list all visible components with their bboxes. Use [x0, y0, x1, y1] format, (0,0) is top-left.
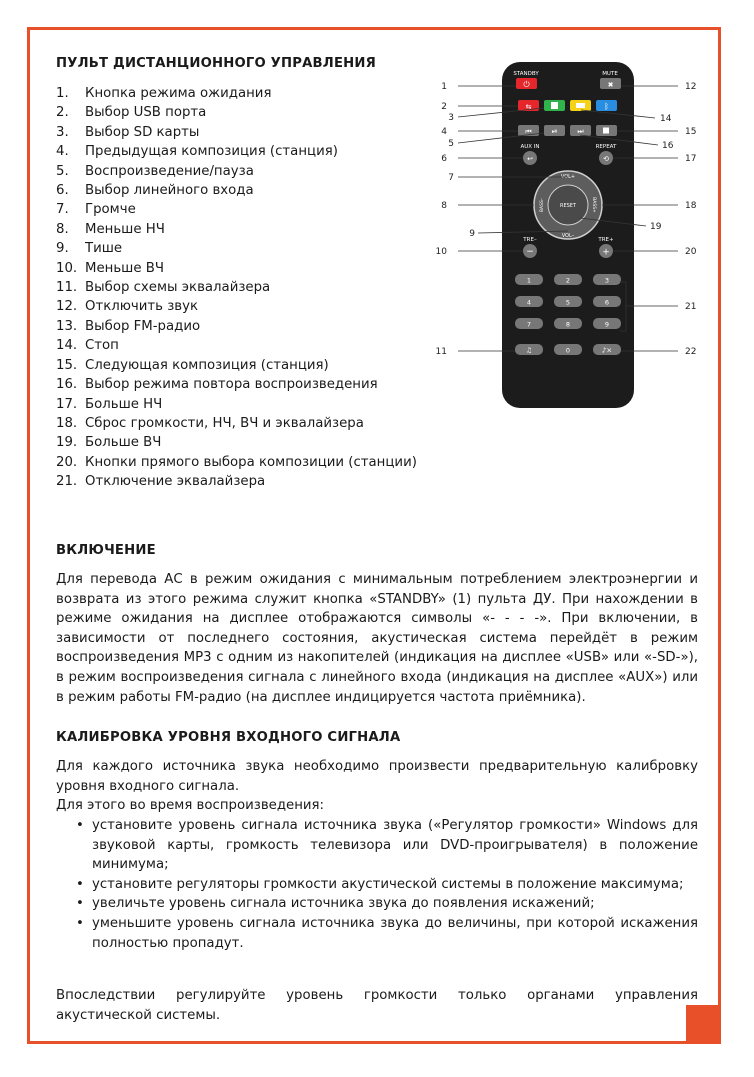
digit-label: 3 [604, 276, 610, 285]
legend-item-text: Выбор линейного входа [85, 183, 254, 199]
callout-16: 16 [662, 141, 674, 151]
legend-item-number: 20. [56, 454, 78, 470]
callout-7: 7 [448, 173, 454, 183]
aux-icon: ↩ [527, 155, 533, 163]
legend-item-text: Выбор схемы эквалайзера [85, 280, 271, 296]
callout-19: 19 [650, 222, 662, 232]
power-paragraph: Для перевода АС в режим ожидания с минимальным потреблением электроэнергии и возврата из этого режима служит кнопка «STANDBY» (1) пульта ДУ. При нахождении в режиме ожидания на дисплее отображаются символы «- - - -». При включении, в зависимости от последнего состояния, акустическая система перейдёт в режим воспроизведения MP3 с одним из накопителей (индикация на дисплее «USB» или «-SD-»), в режим воспроизведения сигнала с линейного входа (индикация на дисплее «AUX») или в режим работы FM-радио (на дисплее индицируется частота приёмника). [56, 572, 698, 705]
bluetooth-icon: ᛒ [604, 102, 609, 111]
legend-item [56, 317, 426, 336]
legend-item-number: 12. [56, 299, 78, 315]
calibration-steps [74, 816, 698, 953]
section-title-power: ВКЛЮЧЕНИЕ [56, 543, 156, 558]
callout-15: 15 [685, 127, 697, 137]
legend-item-number: 7. [56, 202, 69, 218]
standby-label: STANDBY [513, 71, 539, 77]
legend-item-text: Выбор SD карты [85, 124, 200, 140]
legend-item [56, 181, 426, 200]
legend-item-text: Отключить звук [85, 299, 199, 315]
legend-item [56, 375, 426, 394]
legend-item-number: 10. [56, 260, 78, 276]
digit-label: 7 [526, 320, 532, 329]
legend-item [56, 84, 426, 103]
legend-item-number: 19. [56, 435, 78, 451]
callout-14: 14 [660, 114, 672, 124]
bass-minus-label: BASS– [540, 197, 545, 213]
repeat-label: REPEAT [595, 144, 617, 150]
legend-item [56, 278, 426, 297]
callout-18: 18 [685, 201, 697, 211]
legend-item-text: Отключение эквалайзера [85, 474, 266, 490]
eq-off-icon: ♪× [601, 346, 613, 355]
legend-item-number: 4. [56, 144, 69, 160]
vol-minus-label: VOL– [561, 233, 575, 239]
legend-item [56, 239, 426, 258]
callout-8: 8 [441, 201, 447, 211]
minus-icon: − [526, 247, 534, 257]
legend-item-number: 16. [56, 377, 78, 393]
calibration-step: • установите регуляторы громкости акустической системы в положение максимума; [74, 875, 698, 895]
digit-label: 6 [604, 298, 610, 307]
legend-item-number: 5. [56, 163, 69, 179]
legend-item [56, 103, 426, 122]
callout-6: 6 [441, 154, 447, 164]
aux-in-label: AUX IN [520, 144, 540, 150]
callout-2: 2 [441, 102, 447, 112]
play-pause-icon: ⏯ [551, 127, 558, 136]
legend-item-text: Выбор USB порта [85, 105, 207, 121]
legend-item-number: 13. [56, 318, 78, 334]
next-icon: ⏭ [577, 127, 584, 136]
callout-11: 11 [435, 347, 447, 357]
callout-17: 17 [685, 154, 697, 164]
calibration-lead: Для этого во время воспроизведения: [56, 798, 325, 813]
legend-item [56, 336, 426, 355]
legend-item-text: Стоп [85, 338, 119, 354]
eq-icon: ♫ [525, 346, 533, 355]
legend-item [56, 162, 426, 181]
callout-4: 4 [441, 127, 447, 137]
legend-item-number: 9. [56, 241, 69, 257]
legend-item [56, 356, 426, 375]
digit-label: 5 [565, 298, 571, 307]
legend-item-text: Выбор режима повтора воспроизведения [85, 377, 378, 393]
calibration-step: • уменьшите уровень сигнала источника звука до величины, при которой искажения полностью пропадут. [74, 914, 698, 953]
calibration-outro: Впоследствии регулируйте уровень громкости только органами управления акустической системы. [56, 988, 698, 1023]
digit-label: 0 [565, 346, 571, 355]
legend-item-text: Следующая композиция (станция) [85, 357, 329, 373]
legend-item-text: Сброс громкости, НЧ, ВЧ и эквалайзера [85, 415, 364, 431]
legend-item [56, 472, 426, 491]
legend-item-text: Громче [85, 202, 136, 218]
stop-icon [603, 128, 609, 134]
mute-label: MUTE [602, 71, 618, 77]
legend-item-text: Меньше ВЧ [85, 260, 164, 276]
legend-item-number: 21. [56, 474, 78, 490]
legend-item-number: 15. [56, 357, 78, 373]
digit-label: 9 [604, 320, 610, 329]
legend-item-text: Больше ВЧ [85, 435, 162, 451]
legend-item [56, 297, 426, 316]
callout-12: 12 [685, 82, 697, 92]
callout-22: 22 [685, 347, 697, 357]
legend-item [56, 142, 426, 161]
callout-10: 10 [435, 247, 447, 257]
legend-item-number: 11. [56, 280, 78, 296]
remote-legend-list [56, 84, 426, 492]
legend-item [56, 200, 426, 219]
legend-item-text: Выбор FM-радио [85, 318, 201, 334]
digit-label: 4 [526, 298, 532, 307]
plus-icon: + [602, 247, 610, 258]
fm-icon [576, 103, 585, 108]
callout-21: 21 [685, 302, 697, 312]
legend-item-number: 1. [56, 86, 69, 101]
legend-item-number: 18. [56, 415, 78, 431]
legend-item [56, 433, 426, 452]
legend-item-number: 14. [56, 338, 78, 354]
remote-diagram [420, 60, 720, 410]
legend-item-text: Предыдущая композиция (станция) [85, 144, 338, 160]
digit-label: 8 [565, 320, 571, 329]
calibration-intro: Для каждого источника звука необходимо произвести предварительную калибровку уровня входного сигнала. [56, 759, 698, 794]
usb-icon: ⇆ [525, 103, 532, 111]
calibration-step: • увеличьте уровень сигнала источника звука до появления искажений; [74, 894, 698, 914]
callout-5: 5 [448, 139, 454, 149]
legend-item-number: 3. [56, 124, 69, 140]
legend-item-text: Кнопка режима ожидания [85, 86, 272, 101]
tre-minus-label: TRE– [523, 237, 537, 243]
section-title-remote: ПУЛЬТ ДИСТАНЦИОННОГО УПРАВЛЕНИЯ [56, 56, 376, 71]
prev-icon: ⏮ [525, 127, 532, 136]
sd-icon [551, 102, 558, 109]
legend-item-number: 8. [56, 221, 69, 237]
reset-label: RESET [559, 203, 577, 209]
tre-plus-label: TRE+ [598, 237, 614, 243]
section-title-calibration: КАЛИБРОВКА УРОВНЯ ВХОДНОГО СИГНАЛА [56, 730, 401, 745]
legend-item [56, 123, 426, 142]
mute-icon: ✖ [607, 81, 614, 89]
legend-item [56, 395, 426, 414]
legend-item [56, 414, 426, 433]
bass-plus-label: BASS+ [591, 197, 596, 213]
legend-item [56, 220, 426, 239]
callout-9: 9 [469, 229, 475, 239]
legend-item-text: Воспроизведение/пауза [85, 163, 254, 179]
legend-item [56, 453, 426, 472]
callout-3: 3 [448, 113, 454, 123]
legend-item-text: Больше НЧ [85, 396, 163, 412]
vol-plus-label: VOL+ [560, 174, 576, 180]
callout-1: 1 [441, 82, 447, 92]
legend-item-text: Тише [85, 241, 123, 257]
callout-20: 20 [685, 247, 697, 257]
calibration-step: • установите уровень сигнала источника звука («Регулятор громкости» Windows для звуковой карты, громкость телевизора или DVD-проигрывателя) в положение минимума; [74, 816, 698, 875]
legend-item-number: 6. [56, 183, 69, 199]
power-icon: ⏻ [523, 80, 530, 89]
legend-item-number: 2. [56, 105, 69, 121]
digit-label: 1 [526, 276, 532, 285]
legend-item-number: 17. [56, 396, 78, 412]
legend-item-text: Кнопки прямого выбора композиции (станции) [85, 454, 417, 470]
legend-item [56, 259, 426, 278]
digit-label: 2 [565, 276, 571, 285]
legend-item-text: Меньше НЧ [85, 221, 165, 237]
repeat-icon: ⟲ [603, 155, 609, 163]
